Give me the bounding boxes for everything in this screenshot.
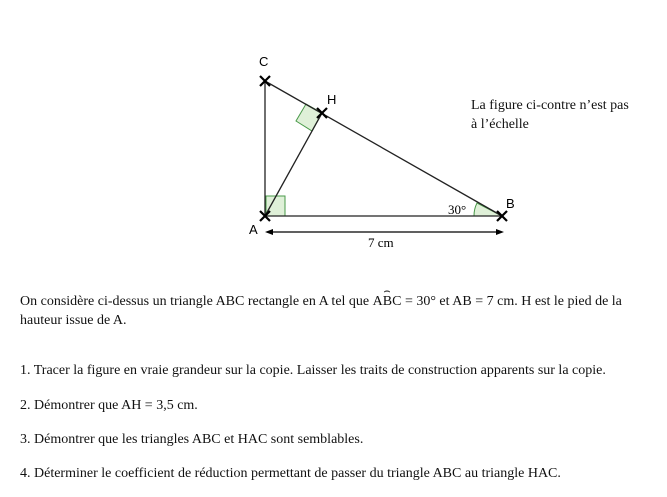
statement-part-1: On considère ci-dessus un triangle ABC rectangle en A tel que — [20, 294, 373, 309]
angle-label: 30° — [448, 202, 467, 217]
height-ah — [265, 113, 322, 216]
label-b: B — [506, 196, 515, 211]
angle-name: ABC — [372, 294, 402, 309]
length-label: 7 cm — [368, 235, 394, 250]
scale-note-line-1: La figure ci-contre n’est pas — [471, 98, 629, 113]
problem-statement — [20, 285, 660, 330]
question-3: 3. Démontrer que les triangles ABC et HAC sont semblables. — [20, 432, 364, 447]
angle-abc — [372, 285, 402, 311]
scale-note-line-2: à l’échelle — [471, 117, 529, 132]
label-a: A — [249, 222, 258, 237]
angle-hat: ⌢ — [383, 285, 391, 297]
question-2: 2. Démontrer que AH = 3,5 cm. — [20, 398, 198, 413]
question-1: 1. Tracer la figure en vraie grandeur sur la copie. Laisser les traits de construction apparents sur la copie. — [20, 363, 606, 378]
side-cb — [265, 81, 502, 216]
label-c: C — [259, 54, 269, 69]
statement-part-2: = 30° et AB = 7 cm. H est le pied de la hauteur issue de A. — [20, 294, 622, 328]
question-4: 4. Déterminer le coefficient de réduction permettant de passer du triangle ABC au triangle HAC. — [20, 466, 561, 481]
label-h: H — [327, 92, 337, 107]
scale-note — [471, 96, 661, 134]
